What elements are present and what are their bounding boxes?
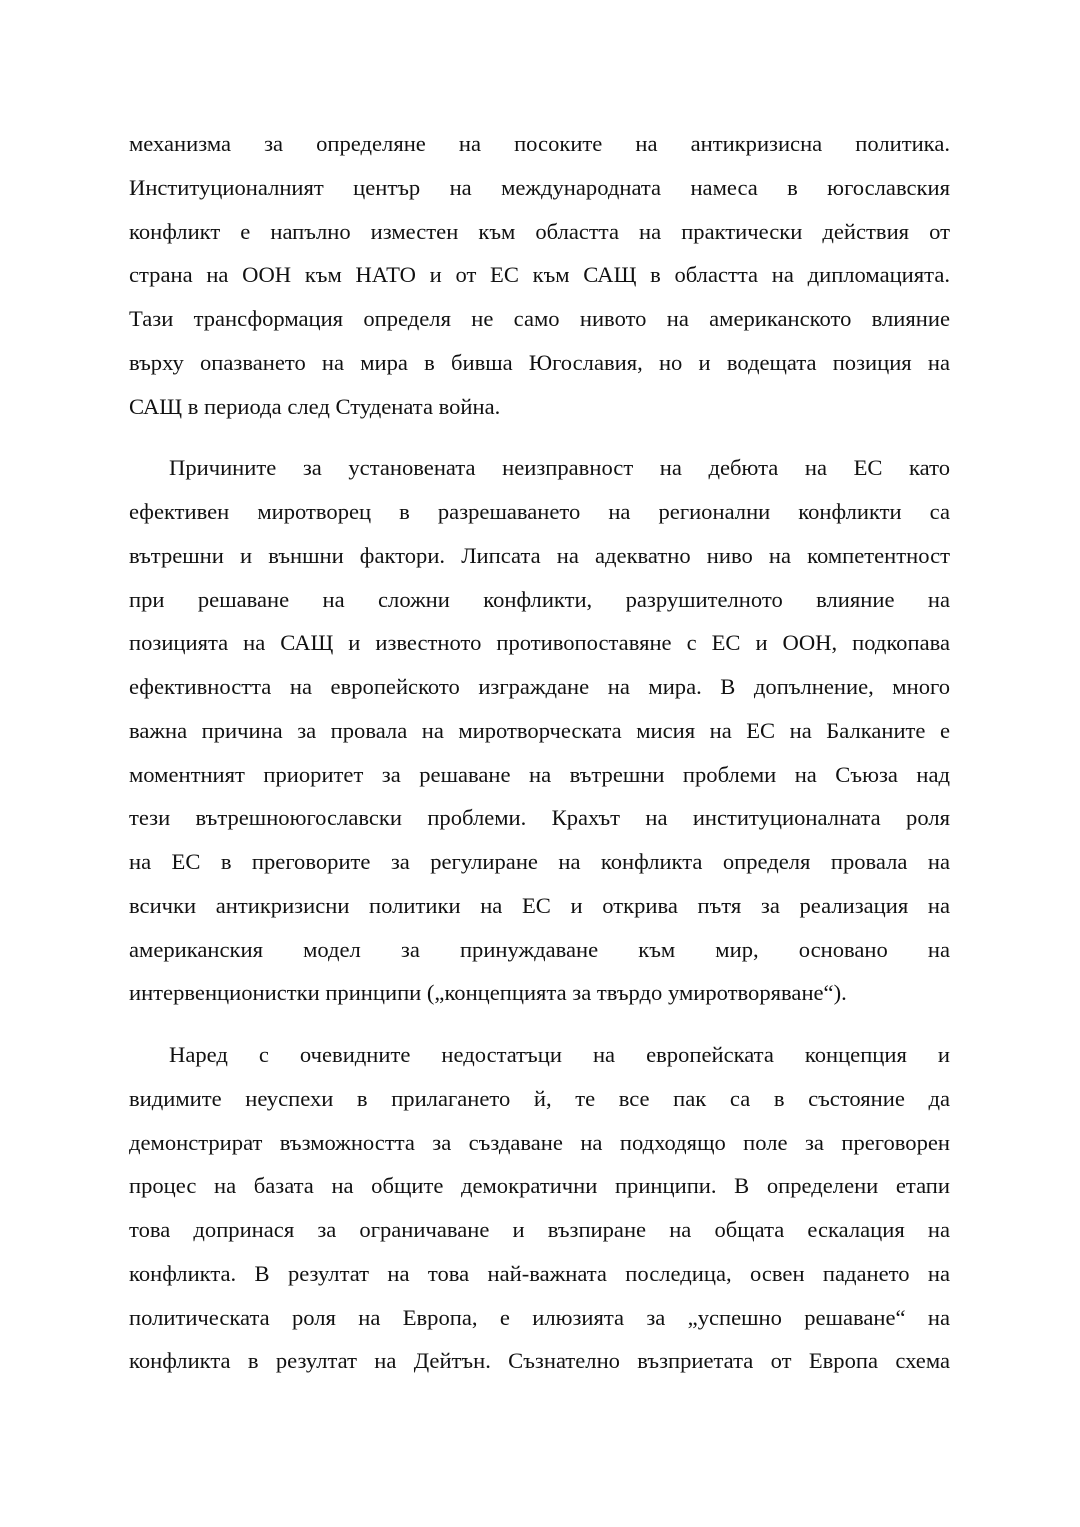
text-line: тези вътрешноюгославски проблеми. Крахът на институционалната роля (129, 805, 950, 831)
text-line: при решаване на сложни конфликти, разрушителното влияние на (129, 586, 950, 612)
text-line: Институционалният център на международната намеса в югославския (129, 174, 950, 200)
text-line: САЩ в периода след Студената война. (129, 393, 501, 419)
text-line: Тази трансформация определя не само нивото на американското влияние (129, 306, 950, 331)
paragraph-3 (129, 1033, 950, 1383)
text-line: важна причина за провала на миротворческата мисия на ЕС на Балканите е (129, 717, 950, 743)
text-line: върху опазването на мира в бивша Югославия, но и водещата позиция на (129, 349, 950, 375)
text-line: ефективността на европейското изграждане на мира. В допълнение, много (129, 674, 950, 699)
text-line: Причините за установената неизправност на дебюта на ЕС като (169, 455, 950, 481)
text-line: американския модел за принуждаване към мир, основано на (129, 936, 950, 962)
text-line: страна на ООН към НАТО и от ЕС към САЩ в областта на дипломацията. (129, 262, 950, 288)
text-line: конфликт е напълно изместен към областта на практически действия от (129, 218, 950, 244)
text-line: моментният приоритет за решаване на вътрешни проблеми на Съюза над (129, 761, 950, 787)
text-line: ефективен миротворец в разрешаването на регионални конфликти са (129, 499, 950, 524)
text-line: Наред с очевидните недостатъци на европейската концепция и (169, 1042, 950, 1067)
text-line: видимите неуспехи в прилагането й, те все пак са в състояние да (129, 1085, 950, 1111)
paragraph-1 (129, 122, 950, 428)
text-line: конфликта в резултат на Дейтън. Съзнателно възприетата от Европа схема (129, 1348, 950, 1374)
text-line: вътрешни и външни фактори. Липсата на адекватно ниво на компетентност (129, 542, 950, 568)
text-line: демонстрират възможността за създаване на подходящо поле за преговорен (129, 1129, 950, 1155)
text-line: механизма за определяне на посоките на антикризисна политика. (129, 131, 950, 156)
text-line: позицията на САЩ и известното противопоставяне с ЕС и ООН, подкопава (129, 630, 950, 656)
body-text (129, 122, 950, 1383)
text-line: на ЕС в преговорите за регулиране на конфликта определя провала на (129, 849, 950, 874)
text-line: това допринася за ограничаване и възпиране на общата ескалация на (129, 1217, 950, 1242)
text-line: интервенционистки принципи („концепцията за твърдо умиротворяване“). (129, 980, 847, 1006)
paragraph-2 (129, 446, 950, 1015)
text-line: политическата роля на Европа, е илюзията за „успешно решаване“ на (129, 1304, 950, 1330)
text-line: конфликта. В резултат на това най-важната последица, освен падането на (129, 1260, 950, 1286)
text-line: всички антикризисни политики на ЕС и открива пътя за реализация на (129, 892, 950, 918)
text-line: процес на базата на общите демократични принципи. В определени етапи (129, 1173, 950, 1199)
